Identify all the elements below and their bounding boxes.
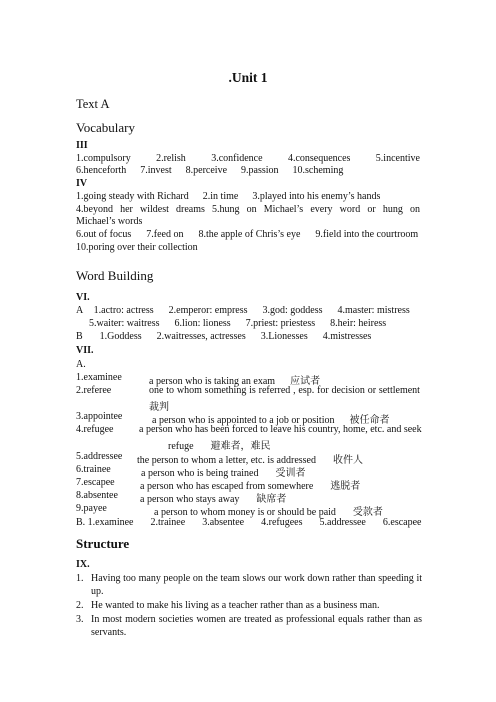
vocab-iv-line-1 xyxy=(76,191,420,203)
vocabulary-heading: Vocabulary xyxy=(76,120,135,135)
chinese-gloss: 受训者 xyxy=(275,468,306,479)
answer-item: 1.compulsory xyxy=(76,153,131,164)
chinese-gloss: 收件人 xyxy=(333,455,363,466)
vii-a-label: A. xyxy=(76,359,86,370)
vi-a-line-1 xyxy=(76,305,420,317)
sub-label: B xyxy=(76,331,83,342)
answer-item: 5.incentive xyxy=(375,153,420,164)
vocab-iv-line-2 xyxy=(76,204,420,216)
answer-item: 3.confidence xyxy=(211,153,263,164)
term: 7.escapee xyxy=(76,477,115,488)
answer-item: 6.escapee xyxy=(382,517,422,528)
word: , xyxy=(293,385,296,396)
answer-item: 4.consequences xyxy=(287,153,351,164)
word: every xyxy=(310,204,333,215)
word: something xyxy=(204,385,247,396)
word: esp. xyxy=(298,385,315,396)
answer-item: 5.waiter: waitress xyxy=(89,318,160,329)
definition-text: a person who is appointed to a job or position xyxy=(152,415,335,426)
vii-definition-cont xyxy=(168,437,271,452)
word: to xyxy=(166,385,175,396)
chinese-gloss: 缺席者 xyxy=(256,494,287,505)
vocab-iv-line-3: Michael’s words xyxy=(76,216,143,227)
answer-item: 1.Goddess xyxy=(99,331,142,342)
answer-item: B. 1.examinee xyxy=(76,517,134,528)
vocab-iv-line-5: 10.poring over their collection xyxy=(76,242,198,253)
section-vi-label: VI. xyxy=(76,292,90,303)
answer-item: 6.henceforth xyxy=(76,165,127,176)
term: 8.absentee xyxy=(76,490,118,501)
answer-item: 2.emperor: empress xyxy=(168,305,248,316)
vi-a-line-2 xyxy=(89,318,420,330)
word: Michael’s xyxy=(263,204,304,215)
text-a-heading: Text A xyxy=(76,97,110,111)
unit-title: .Unit 1 xyxy=(228,70,268,85)
term: 1.examinee xyxy=(76,372,122,383)
definition-text: a person who is taking an exam xyxy=(149,376,276,387)
vii-b-line xyxy=(76,517,420,529)
chinese-gloss: 受款者 xyxy=(352,507,383,518)
term: 3.appointee xyxy=(76,411,123,422)
word: decision xyxy=(331,385,365,396)
answer-item: 6.lion: lioness xyxy=(174,318,231,329)
definition-text: a person to whom money is or should be paid xyxy=(154,507,336,518)
answer-item: 2.relish xyxy=(156,153,186,164)
sub-label: A xyxy=(76,305,83,316)
answer-item: 4.refugees xyxy=(261,517,303,528)
chinese-gloss: 被任命者 xyxy=(349,415,390,426)
vocab-iv-line-4 xyxy=(76,229,420,241)
answer-item: 8.the apple of Chris’s eye xyxy=(198,229,301,240)
word: her xyxy=(120,204,133,215)
term: 6.trainee xyxy=(76,464,111,475)
answer-item: 10.scheming xyxy=(292,165,344,176)
definition-text: refuge xyxy=(168,441,194,452)
word: wildest xyxy=(139,204,169,215)
answer-item: 7.priest: priestess xyxy=(245,318,316,329)
section-iv-label: IV xyxy=(76,178,88,189)
section-vii-label: VII. xyxy=(76,345,94,356)
chinese-gloss: 逃脱者 xyxy=(330,481,361,492)
answer-item: 2.trainee xyxy=(150,517,186,528)
vocab-iii-row-2 xyxy=(76,165,420,177)
structure-heading: Structure xyxy=(76,536,130,551)
word: dreams xyxy=(176,204,205,215)
definition-text: a person who is being trained xyxy=(141,468,259,479)
vii-definition xyxy=(149,385,420,397)
word: referred xyxy=(258,385,291,396)
chinese-gloss: 应试者 xyxy=(290,376,321,387)
chinese-gloss: 避难者，难民 xyxy=(210,441,271,452)
structure-sentence: In most modern societies women are treated as professional equals rather than as servants. xyxy=(91,614,422,638)
word: 4.beyond xyxy=(76,204,113,215)
answer-item: 3.god: goddess xyxy=(262,305,323,316)
answer-item: 1.actro: actress xyxy=(93,305,154,316)
term: 9.payee xyxy=(76,503,107,514)
answer-item: 2.waitresses, actresses xyxy=(156,331,246,342)
word: on xyxy=(409,204,420,215)
answer-item: 9.passion xyxy=(241,165,279,176)
answer-item: 9.field into the courtroom xyxy=(315,229,419,240)
answer-item: 6.out of focus xyxy=(76,229,132,240)
definition-text: a person who stays away xyxy=(140,494,240,505)
chinese-gloss: 裁判 xyxy=(149,402,169,413)
definition-text: the person to whom a letter, etc. is addressed xyxy=(137,455,316,466)
item-number: 3. xyxy=(76,614,84,625)
structure-sentence: Having too many people on the team slows our work down rather than speeding it up. xyxy=(91,573,422,597)
word: word xyxy=(339,204,361,215)
word: or xyxy=(367,204,376,215)
word: on xyxy=(246,204,257,215)
definition-text: a person who has escaped from somewhere xyxy=(140,481,314,492)
answer-item: 7.invest xyxy=(140,165,172,176)
word: for xyxy=(317,385,329,396)
vi-b-line xyxy=(76,331,420,343)
word: is xyxy=(249,385,256,396)
word: hung xyxy=(382,204,403,215)
answer-item: 5.addressee xyxy=(319,517,366,528)
answer-item: 4.mistresses xyxy=(322,331,372,342)
vocab-iii-row-1 xyxy=(76,153,420,165)
word-building-heading: Word Building xyxy=(76,268,154,283)
answer-item: 8.heir: heiress xyxy=(330,318,387,329)
term: 5.addressee xyxy=(76,451,123,462)
section-iii-label: III xyxy=(76,140,88,151)
word: or xyxy=(367,385,377,396)
item-number: 1. xyxy=(76,573,84,584)
word: settlement xyxy=(378,385,420,396)
answer-item: 3.played into his enemy’s hands xyxy=(252,191,381,202)
word: one xyxy=(149,385,164,396)
vii-definition xyxy=(154,503,383,518)
section-ix-label: IX. xyxy=(76,559,90,570)
word: 5.hung xyxy=(212,204,240,215)
answer-item: 4.master: mistress xyxy=(337,305,410,316)
vii-definition: a person who has been forced to leave his country, home, etc. and seek xyxy=(139,424,422,435)
item-number: 2. xyxy=(76,600,84,611)
answer-item: 3.absentee xyxy=(202,517,245,528)
answer-item: 3.Lionesses xyxy=(260,331,308,342)
term: 4.refugee xyxy=(76,424,114,435)
structure-sentence: He wanted to make his living as a teacher rather than as a business man. xyxy=(91,600,380,611)
answer-item: 1.going steady with Richard xyxy=(76,191,189,202)
term: 2.referee xyxy=(76,385,112,396)
answer-item: 7.feed on xyxy=(146,229,184,240)
word: whom xyxy=(176,385,202,396)
answer-item: 2.in time xyxy=(202,191,239,202)
answer-item: 8.perceive xyxy=(185,165,228,176)
